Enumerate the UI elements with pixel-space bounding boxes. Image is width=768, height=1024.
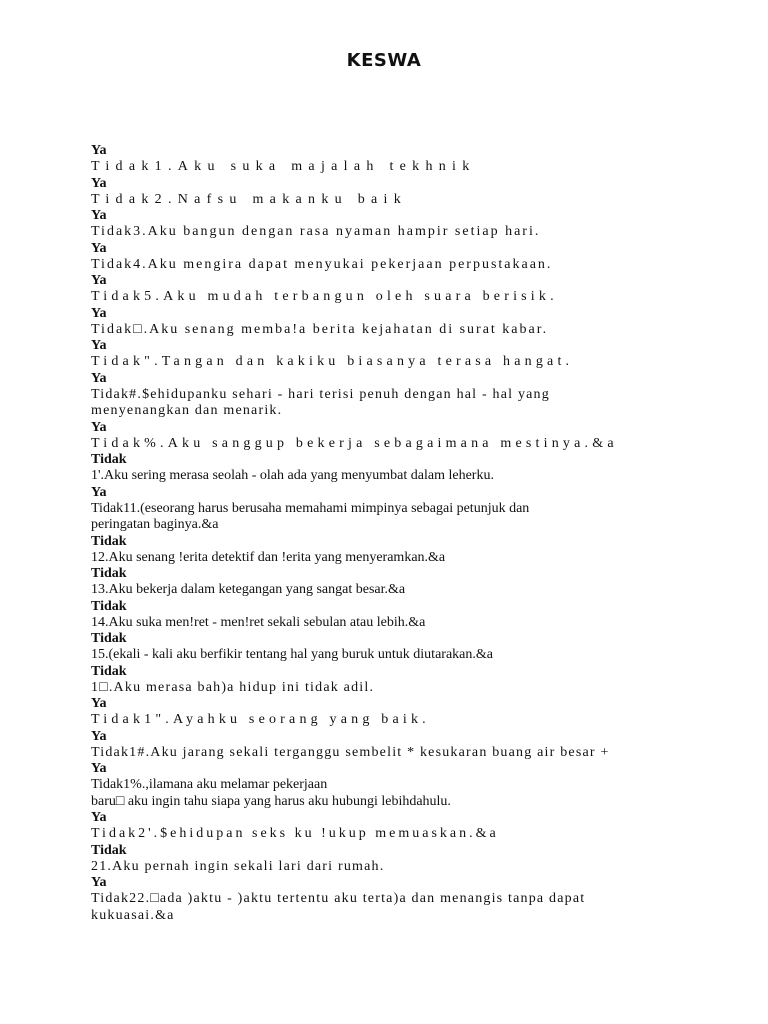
- question-text: Tidak□.Aku senang memba!a berita kejahatan di surat kabar.: [91, 321, 549, 337]
- list-item: [91, 143, 731, 176]
- answer-label: Ya: [91, 419, 107, 435]
- answer-label: Ya: [91, 761, 107, 776]
- list-item: [91, 485, 731, 534]
- question-text: 15.(ekali - kali aku berfikir tentang hal yang buruk untuk diutarakan.&a: [91, 647, 493, 662]
- question-text: Tidak1".Ayahku seorang yang baik.: [91, 712, 430, 727]
- list-item: [91, 729, 731, 762]
- answer-label: Tidak: [91, 663, 127, 679]
- question-text: Tidak5.Aku mudah terbangun oleh suara berisik.: [91, 289, 558, 304]
- question-text: Tidak11.(eseorang harus berusaha memahami mimpinya sebagai petunjuk dan peringatan baginya.&a: [91, 500, 530, 532]
- question-text: Tidak22.□ada )aktu - )aktu tertentu aku terta)a dan menangis tanpa dapat kukuasai.&a: [91, 891, 586, 923]
- question-text: 1□.Aku merasa bah)a hidup ini tidak adil.: [91, 679, 375, 695]
- answer-label: Ya: [91, 810, 107, 825]
- list-item: [91, 452, 731, 485]
- list-item: [91, 810, 731, 843]
- answer-label: Ya: [91, 240, 107, 256]
- answer-label: Tidak: [91, 631, 127, 646]
- list-item: [91, 566, 731, 599]
- list-item: [91, 843, 731, 876]
- answer-label: Ya: [91, 728, 107, 744]
- list-item: [91, 420, 731, 453]
- list-item: [91, 534, 731, 567]
- list-item: [91, 306, 731, 339]
- page-title: KESWA: [346, 50, 422, 71]
- question-text: Tidak1.Aku suka majalah tekhnik: [91, 159, 476, 174]
- question-text: 21.Aku pernah ingin sekali lari dari rumah.: [91, 858, 385, 874]
- list-item: [91, 761, 731, 810]
- list-item: [91, 371, 731, 420]
- answer-label: Ya: [91, 370, 107, 386]
- question-text: 1'.Aku sering merasa seolah - olah ada yang menyumbat dalam leherku.: [91, 468, 494, 483]
- question-text: 14.Aku suka men!ret - men!ret sekali sebulan atau lebih.&a: [91, 614, 426, 630]
- question-text: 13.Aku bekerja dalam ketegangan yang sangat besar.&a: [91, 582, 406, 597]
- question-text: Tidak1%.,ilamana aku melamar pekerjaan baru□ aku ingin tahu siapa yang harus aku hubungi lebihdahulu.: [91, 777, 451, 809]
- list-item: [91, 176, 731, 209]
- question-text: Tidak%.Aku sanggup bekerja sebagaimana mestinya.&a: [91, 435, 618, 451]
- question-text: Tidak3.Aku bangun dengan rasa nyaman hampir setiap hari.: [91, 224, 541, 239]
- answer-label: Tidak: [91, 452, 127, 467]
- list-item: [91, 875, 731, 924]
- list-item: [91, 631, 731, 664]
- list-item: [91, 599, 731, 632]
- answer-label: Ya: [91, 875, 107, 890]
- answer-label: Ya: [91, 208, 107, 223]
- list-item: [91, 338, 731, 371]
- answer-label: Tidak: [91, 842, 127, 858]
- list-item: [91, 696, 731, 729]
- answer-label: Ya: [91, 175, 107, 191]
- question-text: Tidak2'.$ehidupan seks ku !ukup memuaskan.&a: [91, 826, 499, 841]
- question-text: Tidak4.Aku mengira dapat menyukai pekerjaan perpustakaan.: [91, 256, 553, 272]
- question-text: 12.Aku senang !erita detektif dan !erita yang menyeramkan.&a: [91, 549, 446, 565]
- answer-label: Tidak: [91, 566, 127, 581]
- list-item: [91, 273, 731, 306]
- list-item: [91, 664, 731, 697]
- question-text: Tidak2.Nafsu makanku baik: [91, 191, 408, 207]
- answer-label: Ya: [91, 338, 107, 353]
- list-item: [91, 208, 731, 241]
- answer-label: Tidak: [91, 533, 127, 549]
- answer-label: Ya: [91, 305, 107, 321]
- question-text: Tidak1#.Aku jarang sekali terganggu sembelit * kesukaran buang air besar +: [91, 744, 610, 760]
- question-text: Tidak".Tangan dan kakiku biasanya terasa hangat.: [91, 354, 574, 369]
- answer-label: Ya: [91, 143, 107, 158]
- question-text: Tidak#.$ehidupanku sehari - hari terisi penuh dengan hal - hal yang menyenangkan dan menarik.: [91, 386, 550, 418]
- answer-label: Ya: [91, 696, 107, 711]
- answer-label: Ya: [91, 273, 107, 288]
- answer-label: Tidak: [91, 598, 127, 614]
- list-item: [91, 241, 731, 274]
- questionnaire-list: [91, 143, 731, 924]
- answer-label: Ya: [91, 484, 107, 500]
